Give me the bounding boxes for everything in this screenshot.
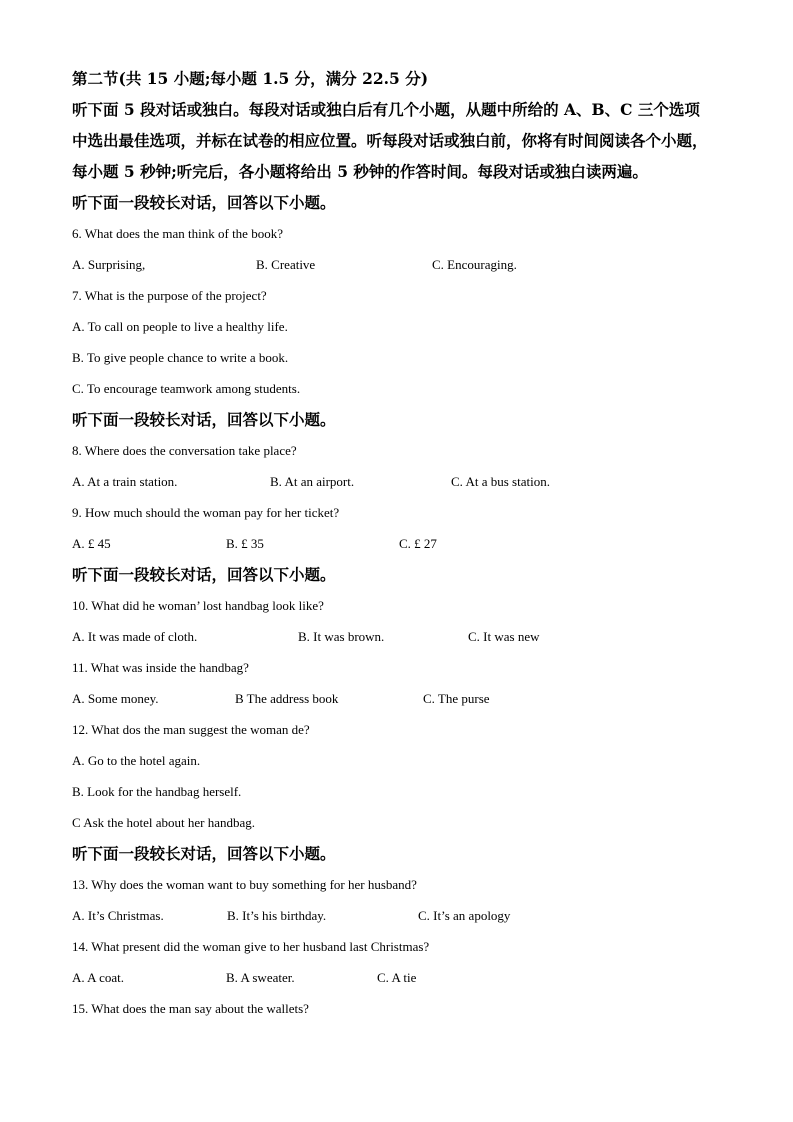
options-row (72, 962, 752, 993)
option-b: B. At an airport. (270, 474, 355, 489)
group-heading: 听下面一段较长对话，回答以下小题。 (72, 565, 336, 584)
question-group (72, 404, 752, 559)
option-a: A. It’s Christmas. (72, 908, 164, 923)
section-title: 第二节(共 15 小题;每小题 1.5 分，满分 22.5 分) (72, 69, 429, 88)
exam-page (72, 63, 752, 1024)
option-c: C. To encourage teamwork among students. (72, 381, 301, 396)
option-b: B The address book (235, 691, 339, 706)
option-c: C. £ 27 (399, 536, 437, 551)
options-row (72, 249, 752, 280)
instructions (72, 94, 752, 187)
question-8: 8. Where does the conversation take place? (72, 443, 297, 458)
question-15: 15. What does the man say about the wallets? (72, 1001, 309, 1016)
option-b: B. £ 35 (226, 536, 264, 551)
option-b: B. To give people chance to write a book. (72, 350, 289, 365)
option-a: A. To call on people to live a healthy life. (72, 319, 288, 334)
question-6: 6. What does the man think of the book? (72, 226, 283, 241)
options-row (72, 466, 752, 497)
option-a: A. Go to the hotel again. (72, 753, 201, 768)
question-9: 9. How much should the woman pay for her ticket? (72, 505, 340, 520)
option-c: C. It was new (468, 629, 540, 644)
question-7: 7. What is the purpose of the project? (72, 288, 267, 303)
question-10: 10. What did he woman’ lost handbag look like? (72, 598, 324, 613)
question-14: 14. What present did the woman give to her husband last Christmas? (72, 939, 430, 954)
option-a: A. Some money. (72, 691, 159, 706)
option-a: A. At a train station. (72, 474, 178, 489)
group-heading: 听下面一段较长对话，回答以下小题。 (72, 410, 336, 429)
option-c: C. Encouraging. (432, 257, 517, 272)
option-c: C. The purse (423, 691, 490, 706)
option-c: C. It’s an apology (418, 908, 511, 923)
option-b: B. It’s his birthday. (227, 908, 327, 923)
option-c: C. At a bus station. (451, 474, 550, 489)
question-11: 11. What was inside the handbag? (72, 660, 249, 675)
instruction-line: 听下面 5 段对话或独白。每段对话或独白后有几个小题，从题中所给的 A、B、C 三个选项 (72, 100, 700, 119)
options-row (72, 900, 752, 931)
question-12: 12. What dos the man suggest the woman de? (72, 722, 310, 737)
question-group (72, 187, 752, 404)
group-heading: 听下面一段较长对话，回答以下小题。 (72, 193, 336, 212)
group-heading: 听下面一段较长对话，回答以下小题。 (72, 844, 336, 863)
option-a: A. Surprising, (72, 257, 146, 272)
instruction-line: 中选出最佳选项，并标在试卷的相应位置。听每段对话或独白前，你将有时间阅读各个小题， (72, 131, 708, 150)
option-b: B. A sweater. (226, 970, 295, 985)
option-a: A. A coat. (72, 970, 124, 985)
options-row (72, 528, 752, 559)
option-a: A. It was made of cloth. (72, 629, 198, 644)
option-b: B. It was brown. (298, 629, 385, 644)
option-b: B. Look for the handbag herself. (72, 784, 242, 799)
question-13: 13. Why does the woman want to buy something for her husband? (72, 877, 417, 892)
question-group (72, 559, 752, 838)
option-a: A. £ 45 (72, 536, 111, 551)
options-row (72, 683, 752, 714)
option-c: C. A tie (377, 970, 417, 985)
option-b: B. Creative (256, 257, 316, 272)
option-c: C Ask the hotel about her handbag. (72, 815, 256, 830)
instruction-line: 每小题 5 秒钟;听完后，各小题将给出 5 秒钟的作答时间。每段对话或独白读两遍。 (72, 162, 648, 181)
question-group (72, 838, 752, 1024)
options-row (72, 621, 752, 652)
